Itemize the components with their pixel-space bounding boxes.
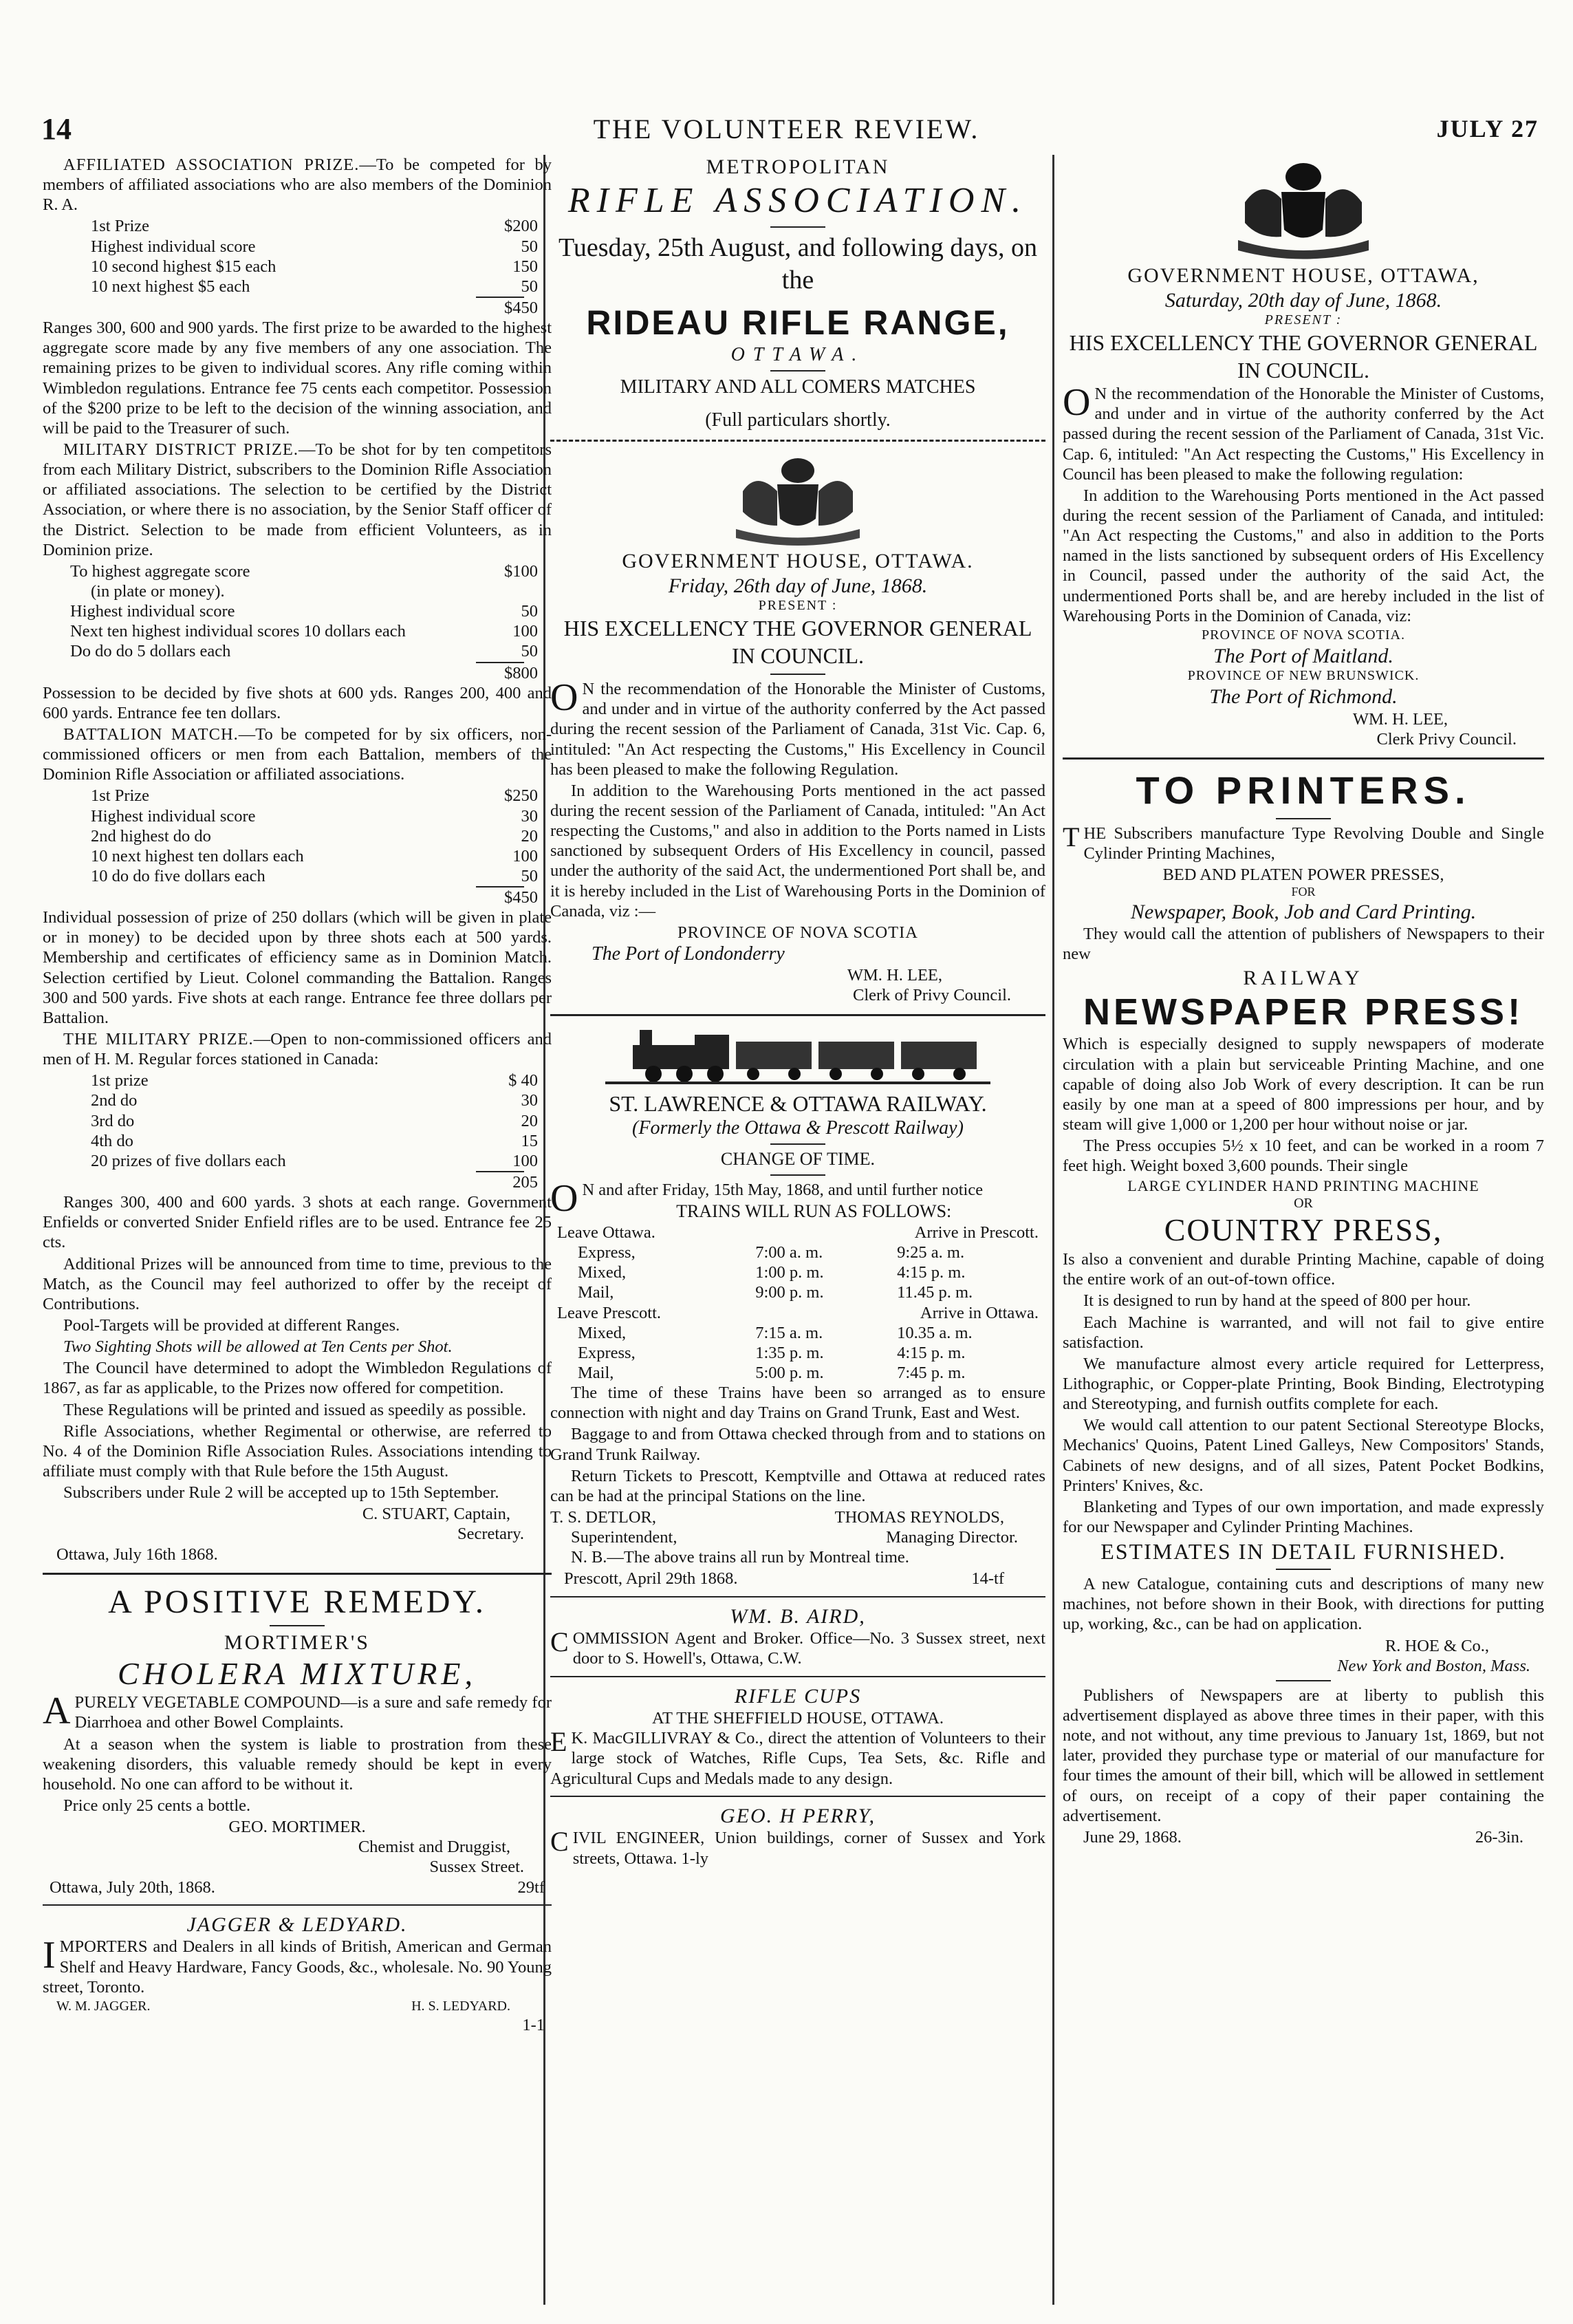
country-press-heading: COUNTRY PRESS, xyxy=(1164,1212,1443,1248)
battalion-match-intro xyxy=(43,724,552,784)
province-label: PROVINCE OF NOVA SCOTIA xyxy=(677,923,918,942)
dateline: Ottawa, July 16th 1868. xyxy=(56,1545,218,1564)
prize-label: To highest aggregate score xyxy=(70,561,250,581)
ad-code: 1-ly xyxy=(681,1849,708,1868)
page-number: 14 xyxy=(41,112,72,146)
port-name: The Port of Maitland. xyxy=(1213,644,1393,667)
depart-time: 1:35 p. m. xyxy=(755,1343,824,1362)
closing-paragraph: Rifle Associations, whether Regimental or otherwise, are referred to No. 4 of the Dominion Rifle Association Rules. Associations intending to affiliate must comply with that Rule before the 15th August. xyxy=(43,1421,552,1481)
dropcap: O xyxy=(1063,381,1091,424)
arrive-time: 9:25 a. m. xyxy=(897,1243,965,1262)
perry-text: IVIL ENGINEER, Union buildings, corner of Sussex and York streets, Ottawa. xyxy=(572,1829,1045,1868)
rifle-cups-heading: RIFLE CUPS xyxy=(734,1684,862,1708)
prize-label: 1st Prize xyxy=(91,786,150,806)
rideau-range-heading: RIDEAU RIFLE RANGE, xyxy=(586,303,1010,342)
depart-time: 5:00 p. m. xyxy=(755,1363,824,1382)
prize-row xyxy=(43,786,552,806)
arrive-time: 4:15 p. m. xyxy=(897,1263,966,1282)
section-lead: AFFILIATED ASSOCIATION PRIZE. xyxy=(63,155,360,174)
train-name: Mixed, xyxy=(578,1323,627,1342)
ad-code: 1-1 xyxy=(522,2015,545,2034)
prize-label: (in plate or money). xyxy=(91,581,225,601)
mortimer-heading: MORTIMER'S xyxy=(224,1631,370,1654)
timetable-row xyxy=(550,1363,1045,1383)
depart-time: 1:00 p. m. xyxy=(755,1263,824,1282)
timetable-column-label: Leave Prescott. xyxy=(557,1303,662,1322)
prize-amount: 150 xyxy=(512,257,538,276)
prize-amount: $100 xyxy=(504,561,538,581)
column-1 xyxy=(43,155,552,2035)
order-paragraph xyxy=(550,676,1045,779)
ad-code: 14-tf xyxy=(971,1569,1004,1589)
prize-amount: $250 xyxy=(504,786,538,806)
dropcap: C xyxy=(550,1626,569,1658)
section-rule xyxy=(550,1676,1045,1677)
prize-amount: 50 xyxy=(521,277,538,296)
mortimer-address: Sussex Street. xyxy=(429,1858,524,1877)
matches-line: MILITARY AND ALL COMERS MATCHES xyxy=(620,376,976,398)
printers-intro xyxy=(1063,821,1544,863)
country-paragraph: Blanketing and Types of our own importation, and made expressly for our Newspaper and Cylinder Printing Machines. xyxy=(1063,1497,1544,1536)
hoe-address: New York and Boston, Mass. xyxy=(1337,1656,1530,1675)
prize-label: 2nd highest do do xyxy=(91,826,211,846)
order-date: Saturday, 20th day of June, 1868. xyxy=(1164,288,1442,312)
timetable-row xyxy=(550,1262,1045,1282)
timetable-header xyxy=(550,1223,1045,1242)
arrive-time: 10.35 a. m. xyxy=(897,1323,973,1342)
short-rule xyxy=(770,1174,825,1176)
cups-text: K. MacGILLIVRAY & Co., direct the attention of Volunteers to their large stock of Watches, Rifle Cups, Tea Sets, &c. Rifle and Agricultural Cups and Medals made to any design. xyxy=(550,1729,1045,1788)
railway-word: RAILWAY xyxy=(1243,966,1364,989)
prize-row xyxy=(43,257,552,277)
timetable-intro-text: N and after Friday, 15th May, 1868, and until further notice xyxy=(582,1180,984,1199)
closing-paragraph: Additional Prizes will be announced from time to time, previous to the Match, as the Council may feel authorized to offer by the receipt of Contributions. xyxy=(43,1254,552,1313)
short-rule xyxy=(1276,1680,1331,1681)
train-name: Express, xyxy=(578,1243,636,1262)
prize-row xyxy=(43,277,552,297)
jagger-description xyxy=(43,1934,552,1997)
military-prize-intro xyxy=(43,440,552,560)
order-paragraph xyxy=(1063,381,1544,484)
perry-description xyxy=(550,1828,1045,1868)
section-rule xyxy=(550,440,1045,442)
port-name: The Port of Londonderry xyxy=(592,943,785,965)
railway-note: N. B.—The above trains all run by Montreal time. xyxy=(571,1548,909,1567)
timetable-row xyxy=(550,1323,1045,1343)
section-lead: MILITARY DISTRICT PRIZE. xyxy=(63,440,299,459)
prize-label: 1st prize xyxy=(91,1071,149,1090)
prize-amount: 100 xyxy=(512,846,538,865)
section-lead: THE MILITARY PRIZE. xyxy=(63,1030,254,1049)
prize-total: $450 xyxy=(504,888,538,907)
bed-platen-line: BED AND PLATEN POWER PRESSES, xyxy=(1162,865,1444,885)
prize-row xyxy=(43,866,552,886)
prize-label: 2nd do xyxy=(91,1091,138,1110)
railway-paragraph: Return Tickets to Prescott, Kemptville and Ottawa at reduced rates can be had at the principal Stations on the line. xyxy=(550,1466,1045,1505)
closing-paragraph: The Council have determined to adopt the Wimbledon Regulations of 1867, as far as applicable, to the Prizes now offered for competition. xyxy=(43,1359,552,1398)
section-text: —To be shot for by ten competitors from each Military District, subscribers to the Dominion Rifle Association or affiliated associations. The selection to be certified by the District Association, or where there is no association, by the Senior Staff officer of the District. Selection to be made from efficient Volunteers, as in Dominion prize. xyxy=(43,440,552,559)
dropcap: O xyxy=(550,676,578,720)
cups-description xyxy=(550,1728,1045,1788)
country-paragraph: It is designed to run by hand at the speed of 800 per hour. xyxy=(1083,1291,1471,1311)
locomotive-icon xyxy=(605,1024,990,1086)
prize-amount: 15 xyxy=(521,1131,538,1150)
jagger-names xyxy=(43,1999,552,2015)
newspaper-title: THE VOLUNTEER REVIEW. xyxy=(593,114,980,144)
railway-officer-titles xyxy=(550,1527,1045,1547)
to-printers-heading: TO PRINTERS. xyxy=(1136,768,1471,813)
government-house-heading: GOVERNMENT HOUSE, OTTAWA. xyxy=(622,550,974,572)
prize-row xyxy=(43,1151,552,1171)
regular-prize-list xyxy=(43,1070,552,1192)
royal-arms-icon xyxy=(1228,158,1379,261)
train-name: Mixed, xyxy=(578,1263,627,1282)
column-divider xyxy=(1052,155,1054,2305)
match-dates: Tuesday, 25th August, and following days, on the xyxy=(558,233,1037,295)
province-label: PROVINCE OF NEW BRUNSWICK. xyxy=(1187,668,1420,684)
cholera-heading: CHOLERA MIXTURE, xyxy=(118,1655,477,1691)
royal-arms-icon xyxy=(722,450,874,546)
section-text: —Open to non-commissioned officers and men of H. M. Regular forces stationed in Canada: xyxy=(43,1030,552,1069)
section-text: —To be competed for by members of affiliated associations who are also members of the Dominion R. A. xyxy=(43,155,552,215)
trains-heading: TRAINS WILL RUN AS FOLLOWS: xyxy=(676,1201,952,1222)
for-label: FOR xyxy=(1291,885,1316,899)
prize-amount: 50 xyxy=(521,866,538,885)
closing-paragraph: Subscribers under Rule 2 will be accepted up to 15th September. xyxy=(63,1483,499,1503)
hoe-footer xyxy=(1063,1827,1544,1847)
section-rule xyxy=(43,1573,552,1575)
issue-date: JULY 27 xyxy=(1436,115,1539,142)
prize-label: Do do do 5 dollars each xyxy=(70,642,231,661)
change-of-time: CHANGE OF TIME. xyxy=(720,1148,876,1169)
dropcap: T xyxy=(1063,821,1080,852)
order-paragraph: In addition to the Warehousing Ports mentioned in the Act passed during the recent session of the Parliament of Canada, and intituled: "An Act respecting the Customs," and also in addition to the Ports named in the lists sanctioned by subsequent orders of His Excellency in Council, passed under the authority of the said Act, the undermentioned Ports shall be, and are hereby included in the list of Warehousing Ports in the Dominion of Canada, viz: xyxy=(1063,486,1544,625)
mortimer-title: Chemist and Druggist, xyxy=(358,1838,510,1857)
prize-label: 3rd do xyxy=(91,1111,135,1130)
timetable-row xyxy=(550,1282,1045,1302)
government-house-heading: GOVERNMENT HOUSE, OTTAWA, xyxy=(1127,264,1479,287)
country-paragraph: We would call attention to our patent Sectional Stereotype Blocks, Mechanics' Quoins, Patent Lined Galleys, New Compositors' Stands, Cabinets of new designs, and of all sizes, Patent Pocket Bodkins, Printers' Knives, &c. xyxy=(1063,1416,1544,1495)
prize-total: 205 xyxy=(512,1173,538,1192)
prize-row xyxy=(43,581,552,601)
council-heading: HIS EXCELLENCY THE GOVERNOR GENERAL IN COUNCIL. xyxy=(563,616,1032,669)
printers-text: HE Subscribers manufacture Type Revolving Double and Single Cylinder Printing Machines, xyxy=(1083,824,1544,863)
partner-name: H. S. LEDYARD. xyxy=(411,1998,510,2014)
attention-paragraph: They would call the attention of publishers of Newspapers to their new xyxy=(1063,925,1544,964)
order-text: N the recommendation of the Honorable the Minister of Customs, and under and in virtue of the authority conferred by the Act passed during the recent session of the Parliament of Canada, 31st Vic. Cap. 6, intituled: "An Act respecting the Customs," His Excellency in Council has been pleased to make the following Regulation. xyxy=(550,680,1045,779)
council-heading: HIS EXCELLENCY THE GOVERNOR GENERAL IN COUNCIL. xyxy=(1069,330,1538,383)
prize-amount: 20 xyxy=(521,1111,538,1130)
clerk-name: WM. H. LEE, xyxy=(1352,709,1448,729)
timetable-row xyxy=(550,1343,1045,1363)
dropcap: A xyxy=(43,1690,71,1733)
prize-label: 1st Prize xyxy=(91,217,150,236)
prize-row xyxy=(43,1131,552,1151)
prize-amount: 100 xyxy=(512,1151,538,1170)
prize-row xyxy=(43,826,552,846)
short-rule xyxy=(1276,1569,1331,1570)
dropcap: E xyxy=(550,1726,567,1758)
publishers-paragraph: Publishers of Newspapers are at liberty to publish this advertisement displayed as above three times in their paper, with this note, and not without, any time previous to January 1st, 1869, but not later, provided they purchase type or material of our manufacture for four times the amount of their bill, which will be allowed in settlement of ours, on receipt of a copy of their paper containing the advertisement. xyxy=(1063,1686,1544,1825)
country-paragraph: Is also a convenient and durable Printing Machine, capable of doing the entire work of an out-of-town office. xyxy=(1063,1250,1544,1289)
short-rule xyxy=(770,1143,825,1145)
signer-title: Secretary. xyxy=(457,1525,524,1544)
prize-label: 10 do do five dollars each xyxy=(91,866,265,885)
prize-label: Highest individual score xyxy=(91,806,256,826)
prize-row xyxy=(43,806,552,826)
price-line: Price only 25 cents a bottle. xyxy=(63,1796,251,1816)
dropcap: C xyxy=(550,1826,569,1858)
officer-title: Superintendent, xyxy=(571,1528,677,1547)
sheffield-heading: AT THE SHEFFIELD HOUSE, OTTAWA. xyxy=(652,1709,944,1728)
prize-total: $450 xyxy=(504,298,538,317)
signer-name: C. STUART, Captain, xyxy=(362,1505,510,1524)
mortimer-signature: GEO. MORTIMER. xyxy=(228,1818,366,1837)
prize-label: 10 next highest ten dollars each xyxy=(91,846,304,865)
press-paragraph: The Press occupies 5½ x 10 feet, and can be worked in a room 7 feet high. Weight boxed 3,600 pounds. Their single xyxy=(1063,1137,1544,1176)
mortimer-date: Ottawa, July 20th, 1868. xyxy=(50,1878,215,1897)
column-3 xyxy=(1063,155,1544,1847)
section-rule xyxy=(550,1596,1045,1597)
train-name: Mail, xyxy=(578,1363,614,1382)
section-rule xyxy=(550,1796,1045,1797)
ad-code: 29tf xyxy=(517,1878,545,1897)
prize-amount: 50 xyxy=(521,642,538,661)
prize-amount: 20 xyxy=(521,826,538,846)
timetable-header xyxy=(550,1303,1045,1323)
hoe-name: R. HOE & Co., xyxy=(1385,1636,1489,1655)
depart-time: 7:00 a. m. xyxy=(755,1243,823,1262)
arrive-time: 11.45 p. m. xyxy=(897,1283,973,1302)
prize-amount: 50 xyxy=(521,602,538,621)
railway-heading: ST. LAWRENCE & OTTAWA RAILWAY. xyxy=(609,1090,987,1116)
jagger-heading: JAGGER & LEDYARD. xyxy=(186,1913,408,1936)
aird-text: OMMISSION Agent and Broker. Office—No. 3 Sussex street, next door to S. Howell's, Ottawa, C.W. xyxy=(572,1629,1045,1668)
remedy-text: PURELY VEGETABLE COMPOUND—is a sure and safe remedy for Diarrhoea and other Bowel Complaints. xyxy=(74,1693,552,1732)
affiliated-prize-list xyxy=(43,216,552,318)
depart-time: 7:15 a. m. xyxy=(755,1323,823,1342)
prize-amount: $200 xyxy=(504,217,538,236)
officer-name: T. S. DETLOR, xyxy=(550,1507,657,1527)
officer-name: THOMAS REYNOLDS, xyxy=(834,1507,1004,1527)
partner-name: W. M. JAGGER. xyxy=(56,1998,151,2014)
country-paragraph: Each Machine is warranted, and will not fail to give entire satisfaction. xyxy=(1063,1313,1544,1352)
officer-title: Managing Director. xyxy=(886,1528,1018,1547)
closing-paragraph: Pool-Targets will be provided at different Ranges. xyxy=(63,1316,400,1335)
military-prize-list xyxy=(43,561,552,683)
aird-description xyxy=(550,1628,1045,1668)
prize-row xyxy=(43,621,552,641)
closing-paragraph: Ranges 300, 400 and 600 yards. 3 shots at each range. Government Enfields or converted Snider Enfield rifles are to be used. Entrance fee 25 cts. xyxy=(43,1193,552,1252)
affiliated-rules: Ranges 300, 600 and 900 yards. The first prize to be awarded to the highest aggregate score made by any five members of any one association. The remaining prizes to be given to individual scores. Any rifle coming within Wimbledon regulations. Entrance fee 75 cents each competitor. Possession of the $200 prize to be left to the decision of the winning association, and will be paid to the Treasurer of such. xyxy=(43,319,552,438)
short-rule xyxy=(770,226,825,228)
depart-time: 9:00 p. m. xyxy=(755,1283,824,1302)
railway-paragraph: Baggage to and from Ottawa checked through from and to stations on Grand Trunk Railway. xyxy=(550,1425,1045,1464)
remedy-headline: A POSITIVE REMEDY. xyxy=(108,1583,486,1620)
arrive-time: 7:45 p. m. xyxy=(897,1363,966,1382)
prize-label: 20 prizes of five dollars each xyxy=(91,1151,286,1170)
timetable-row xyxy=(550,1242,1045,1262)
clerk-title: Clerk Privy Council. xyxy=(1376,729,1517,749)
prize-row xyxy=(43,641,552,661)
short-rule xyxy=(770,370,825,372)
prize-amount: $ 40 xyxy=(508,1071,538,1090)
estimates-heading: ESTIMATES IN DETAIL FURNISHED. xyxy=(1100,1539,1506,1564)
section-rule xyxy=(1063,757,1544,760)
prize-amount: 30 xyxy=(521,806,538,826)
remedy-paragraph: At a season when the system is liable to prostration from these weakening disorders, this valuable remedy should be kept in every household. No one can afford to be without it. xyxy=(43,1734,552,1794)
country-paragraph: We manufacture almost every article required for Letterpress, Lithographic, or Copper-plate Printing, Book Binding, Electrotyping and Stereotyping, and furnish outfits complete for each. xyxy=(1063,1354,1544,1414)
masthead xyxy=(28,103,1545,151)
dropcap: I xyxy=(43,1934,56,1977)
present-label: PRESENT : xyxy=(1264,312,1343,328)
press-paragraph: Which is especially designed to supply newspapers of moderate circulation with a plain but serviceable Printing Machine, and one capable of doing also Job Work of every description. It can be run easily by one man at a speed of 800 impressions per hour, and by steam will give 1,000 or 1,200 per hour without noise or jar. xyxy=(1063,1035,1544,1134)
railway-formerly: (Formerly the Ottawa & Prescott Railway) xyxy=(632,1117,964,1139)
ottawa-label: OTTAWA. xyxy=(730,344,865,366)
prize-label: Highest individual score xyxy=(91,237,256,256)
section-rule xyxy=(550,1014,1045,1016)
prize-label: Highest individual score xyxy=(70,602,235,621)
railway-footer xyxy=(550,1569,1045,1589)
clerk-title: Clerk of Privy Council. xyxy=(852,986,1011,1005)
jagger-text: MPORTERS and Dealers in all kinds of British, American and German Shelf and Heavy Hardware, Fancy Goods, &c., wholesale. No. 90 Young street, Toronto. xyxy=(43,1937,552,1997)
province-label: PROVINCE OF NOVA SCOTIA. xyxy=(1202,627,1405,643)
regular-forces-intro xyxy=(43,1029,552,1069)
prize-row xyxy=(43,601,552,621)
order-date: Friday, 26th day of June, 1868. xyxy=(668,574,928,597)
remedy-description xyxy=(43,1692,552,1732)
newspaper-press-heading: NEWSPAPER PRESS! xyxy=(1083,991,1524,1033)
prize-row xyxy=(43,216,552,236)
train-name: Mail, xyxy=(578,1283,614,1302)
short-rule xyxy=(1276,818,1331,819)
section-lead: BATTALION MATCH. xyxy=(63,724,239,744)
prize-label: 4th do xyxy=(91,1131,133,1150)
battalion-rules: Individual possession of prize of 250 dollars (which will be given in plate or in money) to be decided upon by three shots each at 500 yards. Membership and certificates of efficiency same as in Dominion Match. Selection certified by Lieut. Colonel commanding the Battalion. Ranges 300 and 500 yards. Five shots at each range. Entrance fee three dollars per Battalion. xyxy=(43,908,552,1027)
prize-amount: 50 xyxy=(521,237,538,256)
battalion-prize-list xyxy=(43,786,552,907)
affiliated-prize-intro xyxy=(43,155,552,215)
arrive-time: 4:15 p. m. xyxy=(897,1343,966,1362)
port-name: The Port of Richmond. xyxy=(1209,685,1398,709)
short-rule xyxy=(770,674,825,675)
rifle-association-heading: RIFLE ASSOCIATION. xyxy=(567,180,1028,220)
prize-label: 10 second highest $15 each xyxy=(91,257,276,276)
metropolitan-label: METROPOLITAN xyxy=(706,155,890,178)
timetable-column-label: Arrive in Prescott. xyxy=(914,1223,1039,1242)
train-name: Express, xyxy=(578,1343,636,1362)
dropcap: O xyxy=(550,1176,578,1220)
prize-label: Next ten highest individual scores 10 dollars each xyxy=(70,622,406,641)
timetable-column-label: Arrive in Ottawa. xyxy=(920,1303,1039,1322)
prize-label: 10 next highest $5 each xyxy=(91,277,250,296)
large-cylinder-line: LARGE CYLINDER HAND PRINTING MACHINE xyxy=(1127,1177,1479,1195)
ad-code: 26-3in. xyxy=(1475,1827,1523,1847)
prize-row xyxy=(43,561,552,581)
prize-amount: 100 xyxy=(512,622,538,641)
prize-row xyxy=(43,846,552,866)
closing-paragraph: These Regulations will be printed and issued as speedily as possible. xyxy=(63,1400,526,1419)
printing-types: Newspaper, Book, Job and Card Printing. xyxy=(1130,900,1477,923)
railway-date: Prescott, April 29th 1868. xyxy=(564,1569,738,1589)
short-rule xyxy=(270,1625,325,1626)
or-label: OR xyxy=(1294,1195,1313,1211)
timetable-column-label: Leave Ottawa. xyxy=(557,1223,655,1242)
present-label: PRESENT : xyxy=(758,598,838,614)
closing-paragraph: Two Sighting Shots will be allowed at Ten Cents per Shot. xyxy=(63,1337,453,1357)
prize-row xyxy=(43,1070,552,1090)
order-text: N the recommendation of the Honorable the Minister of Customs, and under and in virtue of the authority conferred by the Act passed during the recent session of the Parliament of Canada, 31st Vic. Cap. 6, intituled: "An Act respecting the Customs," His Excellency in Council has been pleased to make the following regulation: xyxy=(1063,385,1544,484)
section-rule xyxy=(43,1904,552,1906)
mortimer-footer xyxy=(43,1878,552,1897)
military-rules: Possession to be decided by five shots at 600 yds. Ranges 200, 400 and 600 yards. Entrance fee ten dollars. xyxy=(43,683,552,722)
prize-row xyxy=(43,237,552,257)
prize-total: $800 xyxy=(504,663,538,682)
prize-row xyxy=(43,1111,552,1131)
prize-amount: 30 xyxy=(521,1091,538,1110)
order-paragraph: In addition to the Warehousing Ports mentioned in the act passed during the recent session of the Parliament of Canada, intituled: "An Act respecting the Customs," and also in addition to the Ports named in Lists sanctioned by subsequent Orders of His Excellency in council, passed under the authority of the said Act, the undermentioned Port shall be, and it is hereby included in the List of Warehousing Ports in the Dominion of Canada, viz :— xyxy=(550,781,1045,921)
particulars-line: (Full particulars shortly. xyxy=(705,409,891,431)
railway-officers xyxy=(550,1507,1045,1527)
perry-heading: GEO. H PERRY, xyxy=(719,1804,876,1827)
prize-row xyxy=(43,1090,552,1110)
railway-paragraph: The time of these Trains have been so arranged as to ensure connection with night and day Trains on Grand Trunk, East and West. xyxy=(550,1384,1045,1423)
aird-heading: WM. B. AIRD, xyxy=(730,1604,866,1628)
clerk-name: WM. H. LEE, xyxy=(847,966,942,985)
column-2 xyxy=(550,155,1045,1870)
hoe-date: June 29, 1868. xyxy=(1083,1827,1182,1847)
catalogue-paragraph: A new Catalogue, containing cuts and descriptions of many new machines, not before shown in their Book, with directions for putting up, working, &c., can be had on application. xyxy=(1063,1575,1544,1634)
section-text: —To be competed for by six officers, non-commissioned officers or men from each Battalion, members of the Dominion Rifle Association or affiliated associations. xyxy=(43,724,552,784)
